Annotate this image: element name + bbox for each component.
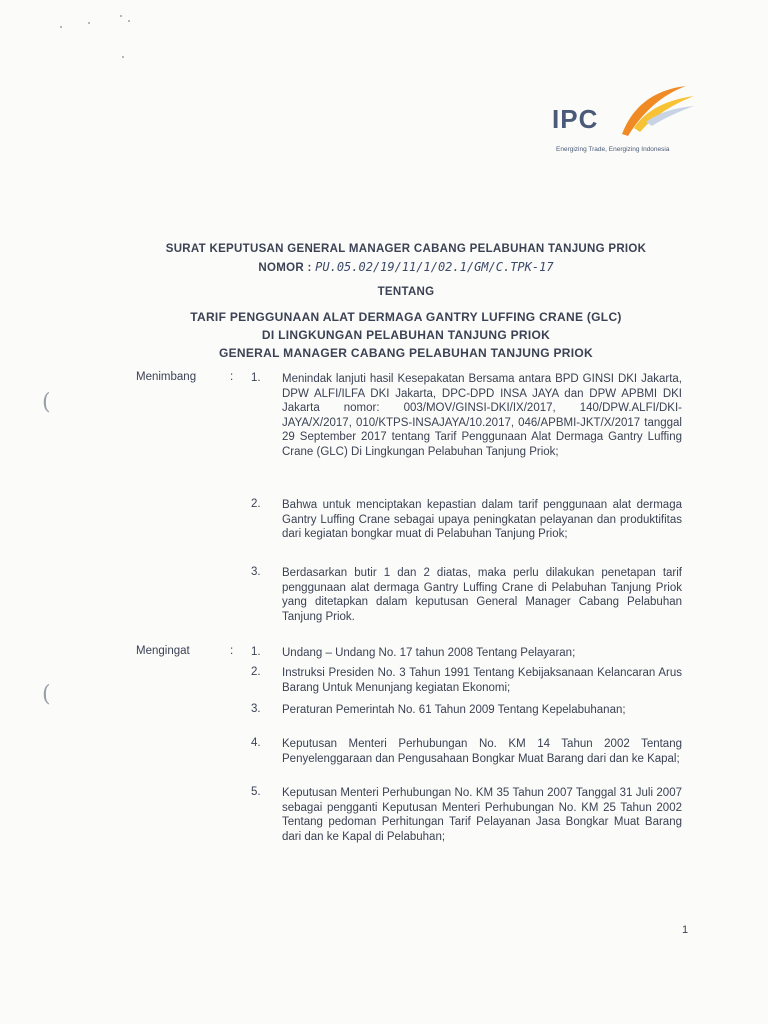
mengingat-item-text: Instruksi Presiden No. 3 Tahun 1991 Tentang Kebijaksanaan Kelancaran Arus Barang Untuk Menunjang kegiatan Ekonomi;: [282, 667, 682, 694]
logo-brand-text: IPC: [552, 104, 599, 134]
scan-speck: [60, 26, 62, 28]
tentang-heading: TENTANG: [377, 286, 435, 298]
decree-title-line: SURAT KEPUTUSAN GENERAL MANAGER CABANG PELABUHAN TANJUNG PRIOK: [165, 243, 647, 255]
mengingat-colon: :: [230, 645, 234, 657]
logo-tagline: Energizing Trade, Energizing Indonesia: [556, 146, 670, 153]
mengingat-item-number: 4.: [251, 737, 261, 749]
nomor-handwritten-value: PU.05.02/19/11/1/02.1/GM/C.TPK-17: [315, 260, 554, 274]
menimbang-item-text: Menindak lanjuti hasil Kesepakatan Bersama antara BPD GINSI DKI Jakarta, DPW ALFI/ILFA DKI Jakarta, DPC-DPD INSA JAYA dan DPW APBMI DKI Jakarta nomor: 003/MOV/GINSI-DKI/IX/2017, 140/DPW.ALFI/DKI-JAYA/X/2017, 010/KTPS-INSAJAYA/10.2017, 046/APBMI-JKT/X/2017 tanggal 29 September 2017 tentang Tarif Penggunaan Alat Dermaga Gantry Luffing Crane (GLC) Di Lingkungan Pelabuhan Tanjung Priok;: [282, 373, 682, 458]
scan-speck: [122, 56, 124, 58]
mengingat-item-number: 2.: [251, 666, 261, 678]
menimbang-item-number: 2.: [251, 498, 261, 510]
decree-number-line: [22, 260, 768, 274]
mengingat-item-text: Keputusan Menteri Perhubungan No. KM 35 Tahun 2007 Tanggal 31 Juli 2007 sebagai pengganti Keputusan Menteri Perhubungan No. KM 25 Tahun 2002 Tentang pedoman Perhitungan Tarif Pelayanan Jasa Bongkar Muat Barang dari dan ke Kapal di Pelabuhan;: [282, 787, 682, 843]
scan-speck: [128, 20, 130, 22]
ipc-logo: [552, 82, 702, 162]
menimbang-label: Menimbang: [136, 371, 197, 383]
page-number: 1: [682, 924, 689, 936]
mengingat-item-text: Peraturan Pemerintah No. 61 Tahun 2009 Tentang Kepelabuhanan;: [282, 704, 626, 716]
nomor-label: NOMOR :: [258, 262, 312, 274]
menimbang-colon: :: [230, 371, 234, 383]
subject-title-line-3: GENERAL MANAGER CABANG PELABUHAN TANJUNG PRIOK: [218, 346, 594, 360]
mengingat-label: Mengingat: [136, 645, 190, 657]
scan-speck: [120, 15, 122, 17]
mengingat-item-text: Undang – Undang No. 17 tahun 2008 Tentang Pelayaran;: [282, 647, 576, 659]
margin-parenthesis-mark: (: [42, 390, 51, 415]
subject-title-line-2: DI LINGKUNGAN PELABUHAN TANJUNG PRIOK: [261, 328, 551, 342]
mengingat-item-number: 3.: [251, 703, 261, 715]
menimbang-item-number: 1.: [251, 372, 261, 384]
mengingat-item-number: 1.: [251, 646, 261, 658]
ipc-swoosh-icon: [616, 82, 696, 142]
menimbang-item-text: Berdasarkan butir 1 dan 2 diatas, maka perlu dilakukan penetapan tarif penggunaan alat dermaga Gantry Luffing Crane di Pelabuhan Tanjung Priok yang ditetapkan dalam keputusan General Manager Cabang Pelabuhan Tanjung Priok.: [282, 567, 682, 623]
menimbang-item-number: 3.: [251, 566, 261, 578]
mengingat-item-text: Keputusan Menteri Perhubungan No. KM 14 Tahun 2002 Tentang Penyelenggaraan dan Pengusahaan Bongkar Muat Barang dari dan ke Kapal;: [282, 738, 682, 765]
subject-title-line-1: TARIF PENGGUNAAN ALAT DERMAGA GANTRY LUFFING CRANE (GLC): [190, 310, 622, 324]
menimbang-item-text: Bahwa untuk menciptakan kepastian dalam tarif penggunaan alat dermaga Gantry Luffing Crane sebagai upaya peningkatan pelayanan dan produktifitas dari kegiatan bongkar muat di Pelabuhan Tanjung Priok;: [282, 499, 682, 540]
mengingat-item-number: 5.: [251, 786, 261, 798]
margin-parenthesis-mark: (: [42, 682, 51, 707]
scan-speck: [88, 22, 90, 24]
